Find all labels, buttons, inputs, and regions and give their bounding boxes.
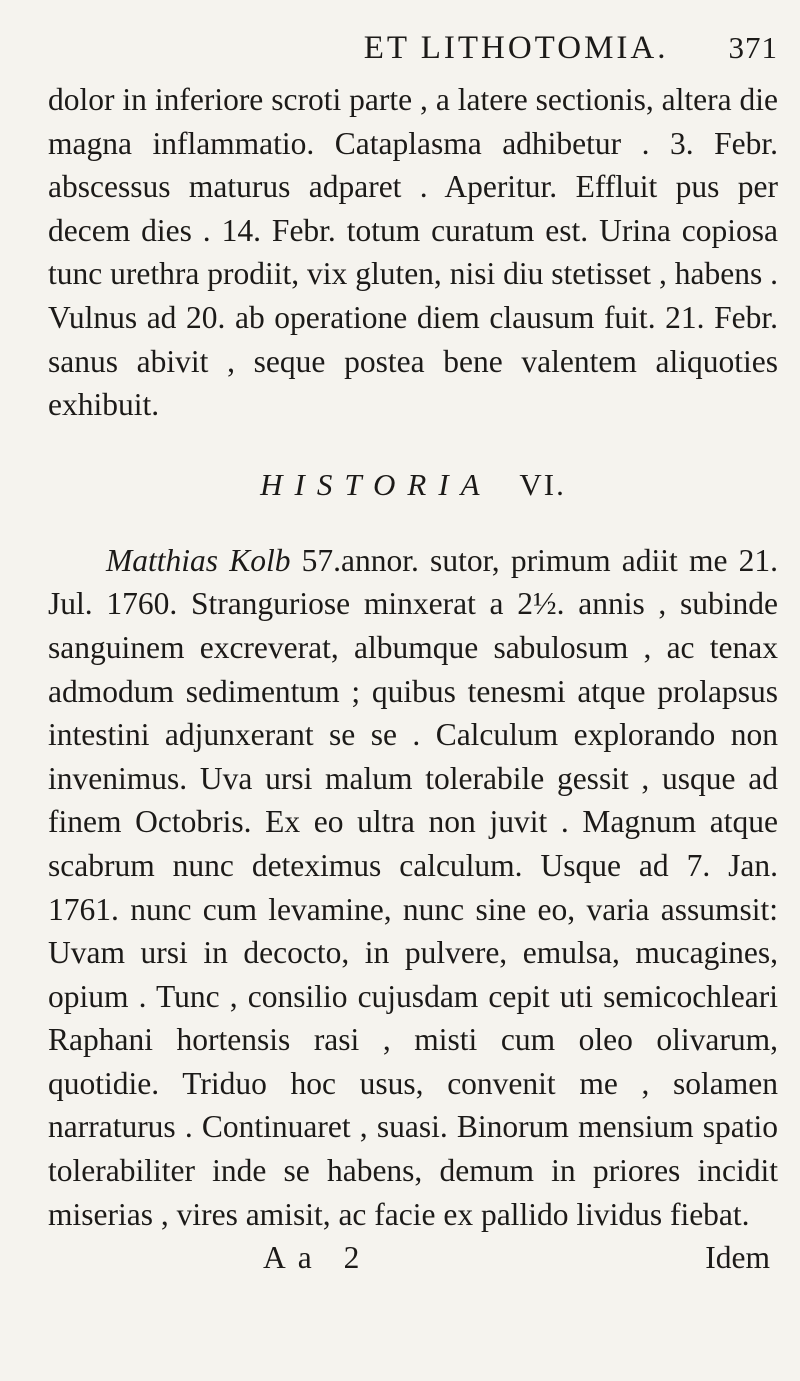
case-text: 57.annor. sutor, primum adiit me 21. Jul. 1760. Stranguriose minxerat a 2½. annis , subinde sanguinem excreverat, albumque sabulosum , ac tenax admodum sedimentum ; quibus tenesmi atque prolapsus intestini adjunxerant se se . Calculum explorando non invenimus. Uva ursi malum tolerabile gessit , usque ad finem Octobris. Ex eo ultra non juvit . Magnum atque scabrum nunc deteximus calculum. Usque ad 7. Jan. 1761. nunc cum levamine, nunc sine eo, varia assumsit: Uvam ursi in decocto, in pulvere, emulsa, mucagines, opium . Tunc , consilio cujusdam cepit uti semicochleari Raphani hortensis rasi , misti cum oleo olivarum, quotidie. Triduo hoc usus, convenit me , solamen narraturus . Continuaret , suasi. Binorum mensium spatio tolerabiliter inde se habens, demum in priores incidit miserias , vires amisit, ac facie ex pallido lividus fiebat. — [48, 542, 779, 1232]
signature-mark: Aa 2 — [263, 1240, 372, 1276]
page — [48, 30, 778, 1280]
paragraph-continuation: dolor in inferiore scroti parte , a latere sectionis, altera die magna inflammatio. Cataplasma adhibetur . 3. Febr. abscessus maturus adparet . Aperitur. Effluit pus per decem dies . 14. Febr. totum curatum est. Urina copiosa tunc urethra prodiit, vix gluten, nisi diu stetisset , habens . Vulnus ad 20. ab operatione diem clausum fuit. 21. Febr. sanus abivit , seque postea bene valentem aliquoties exhibuit. — [48, 82, 778, 423]
heading-word: HISTORIA — [260, 466, 492, 502]
catchword: Idem — [705, 1240, 770, 1276]
section-heading — [48, 465, 778, 505]
paragraph-case — [48, 539, 778, 1237]
running-title: ET LITHOTOMIA. — [363, 30, 669, 66]
page-number: 371 — [728, 30, 778, 65]
heading-number: VI. — [519, 466, 566, 502]
patient-name: Matthias Kolb — [106, 542, 291, 578]
page-header — [48, 30, 778, 78]
page-footer — [48, 1236, 778, 1280]
